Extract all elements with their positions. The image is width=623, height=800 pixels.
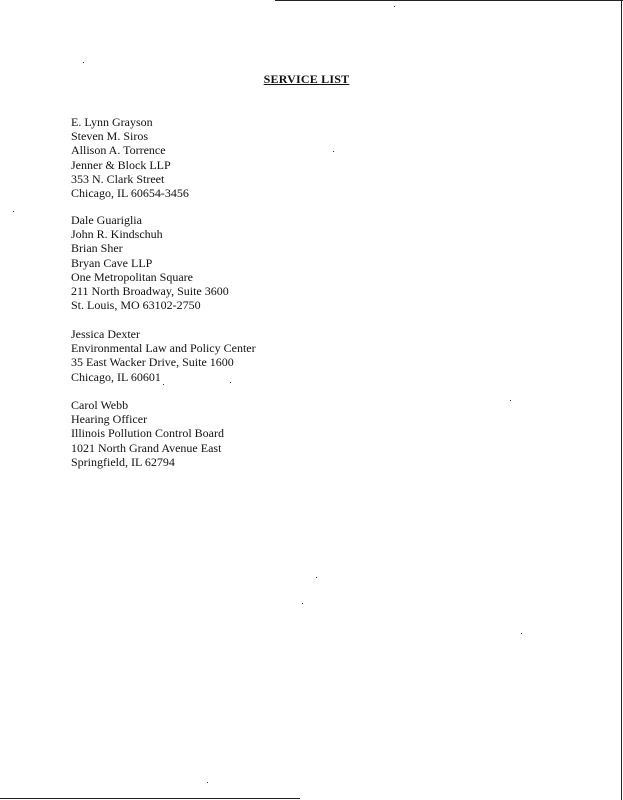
scan-speck	[83, 62, 84, 63]
address-line: E. Lynn Grayson	[71, 115, 153, 129]
address-line: 353 N. Clark Street	[71, 171, 165, 186]
address-line: 211 North Broadway, Suite 3600	[71, 284, 229, 299]
address-line: 1021 North Grand Avenue East	[71, 440, 222, 455]
address-line: Hearing Officer	[71, 412, 148, 427]
page-title: SERVICE LIST	[263, 72, 350, 86]
scan-speck	[510, 400, 511, 401]
address-line: One Metropolitan Square	[71, 269, 193, 284]
address-line: St. Louis, MO 63102-2750	[71, 298, 201, 313]
address-line: Carol Webb	[71, 398, 129, 412]
address-line: 35 East Wacker Drive, Suite 1600	[71, 355, 234, 370]
scan-speck	[316, 577, 317, 578]
scan-speck	[207, 782, 208, 783]
scan-speck	[521, 633, 522, 634]
address-line: Jenner & Block LLP	[71, 157, 171, 172]
scan-speck	[394, 6, 395, 7]
address-line: Jessica Dexter	[71, 327, 140, 341]
scan-border-right	[621, 0, 622, 800]
scan-border-top	[275, 0, 623, 1]
address-line: Illinois Pollution Control Board	[71, 426, 225, 441]
address-line: Chicago, IL 60654-3456	[71, 186, 189, 201]
address-line: Steven M. Siros	[71, 129, 149, 144]
recipient-block	[71, 213, 229, 312]
recipient-block	[71, 398, 224, 469]
address-line: Brian Sher	[71, 241, 123, 256]
recipient-block	[71, 327, 256, 384]
scan-speck	[333, 151, 334, 152]
scan-speck	[302, 603, 303, 604]
address-line: Allison A. Torrence	[71, 143, 166, 158]
scan-speck	[13, 211, 14, 212]
address-line: Environmental Law and Policy Center	[71, 341, 256, 356]
scan-border-bottom	[0, 798, 300, 799]
address-line: Chicago, IL 60601	[71, 369, 161, 384]
address-line: Bryan Cave LLP	[71, 255, 153, 270]
scan-speck	[163, 384, 164, 385]
recipient-block	[71, 115, 189, 200]
address-line: Dale Guariglia	[71, 213, 142, 227]
address-line: John R. Kindschuh	[71, 227, 163, 242]
address-line: Springfield, IL 62794	[71, 454, 175, 469]
